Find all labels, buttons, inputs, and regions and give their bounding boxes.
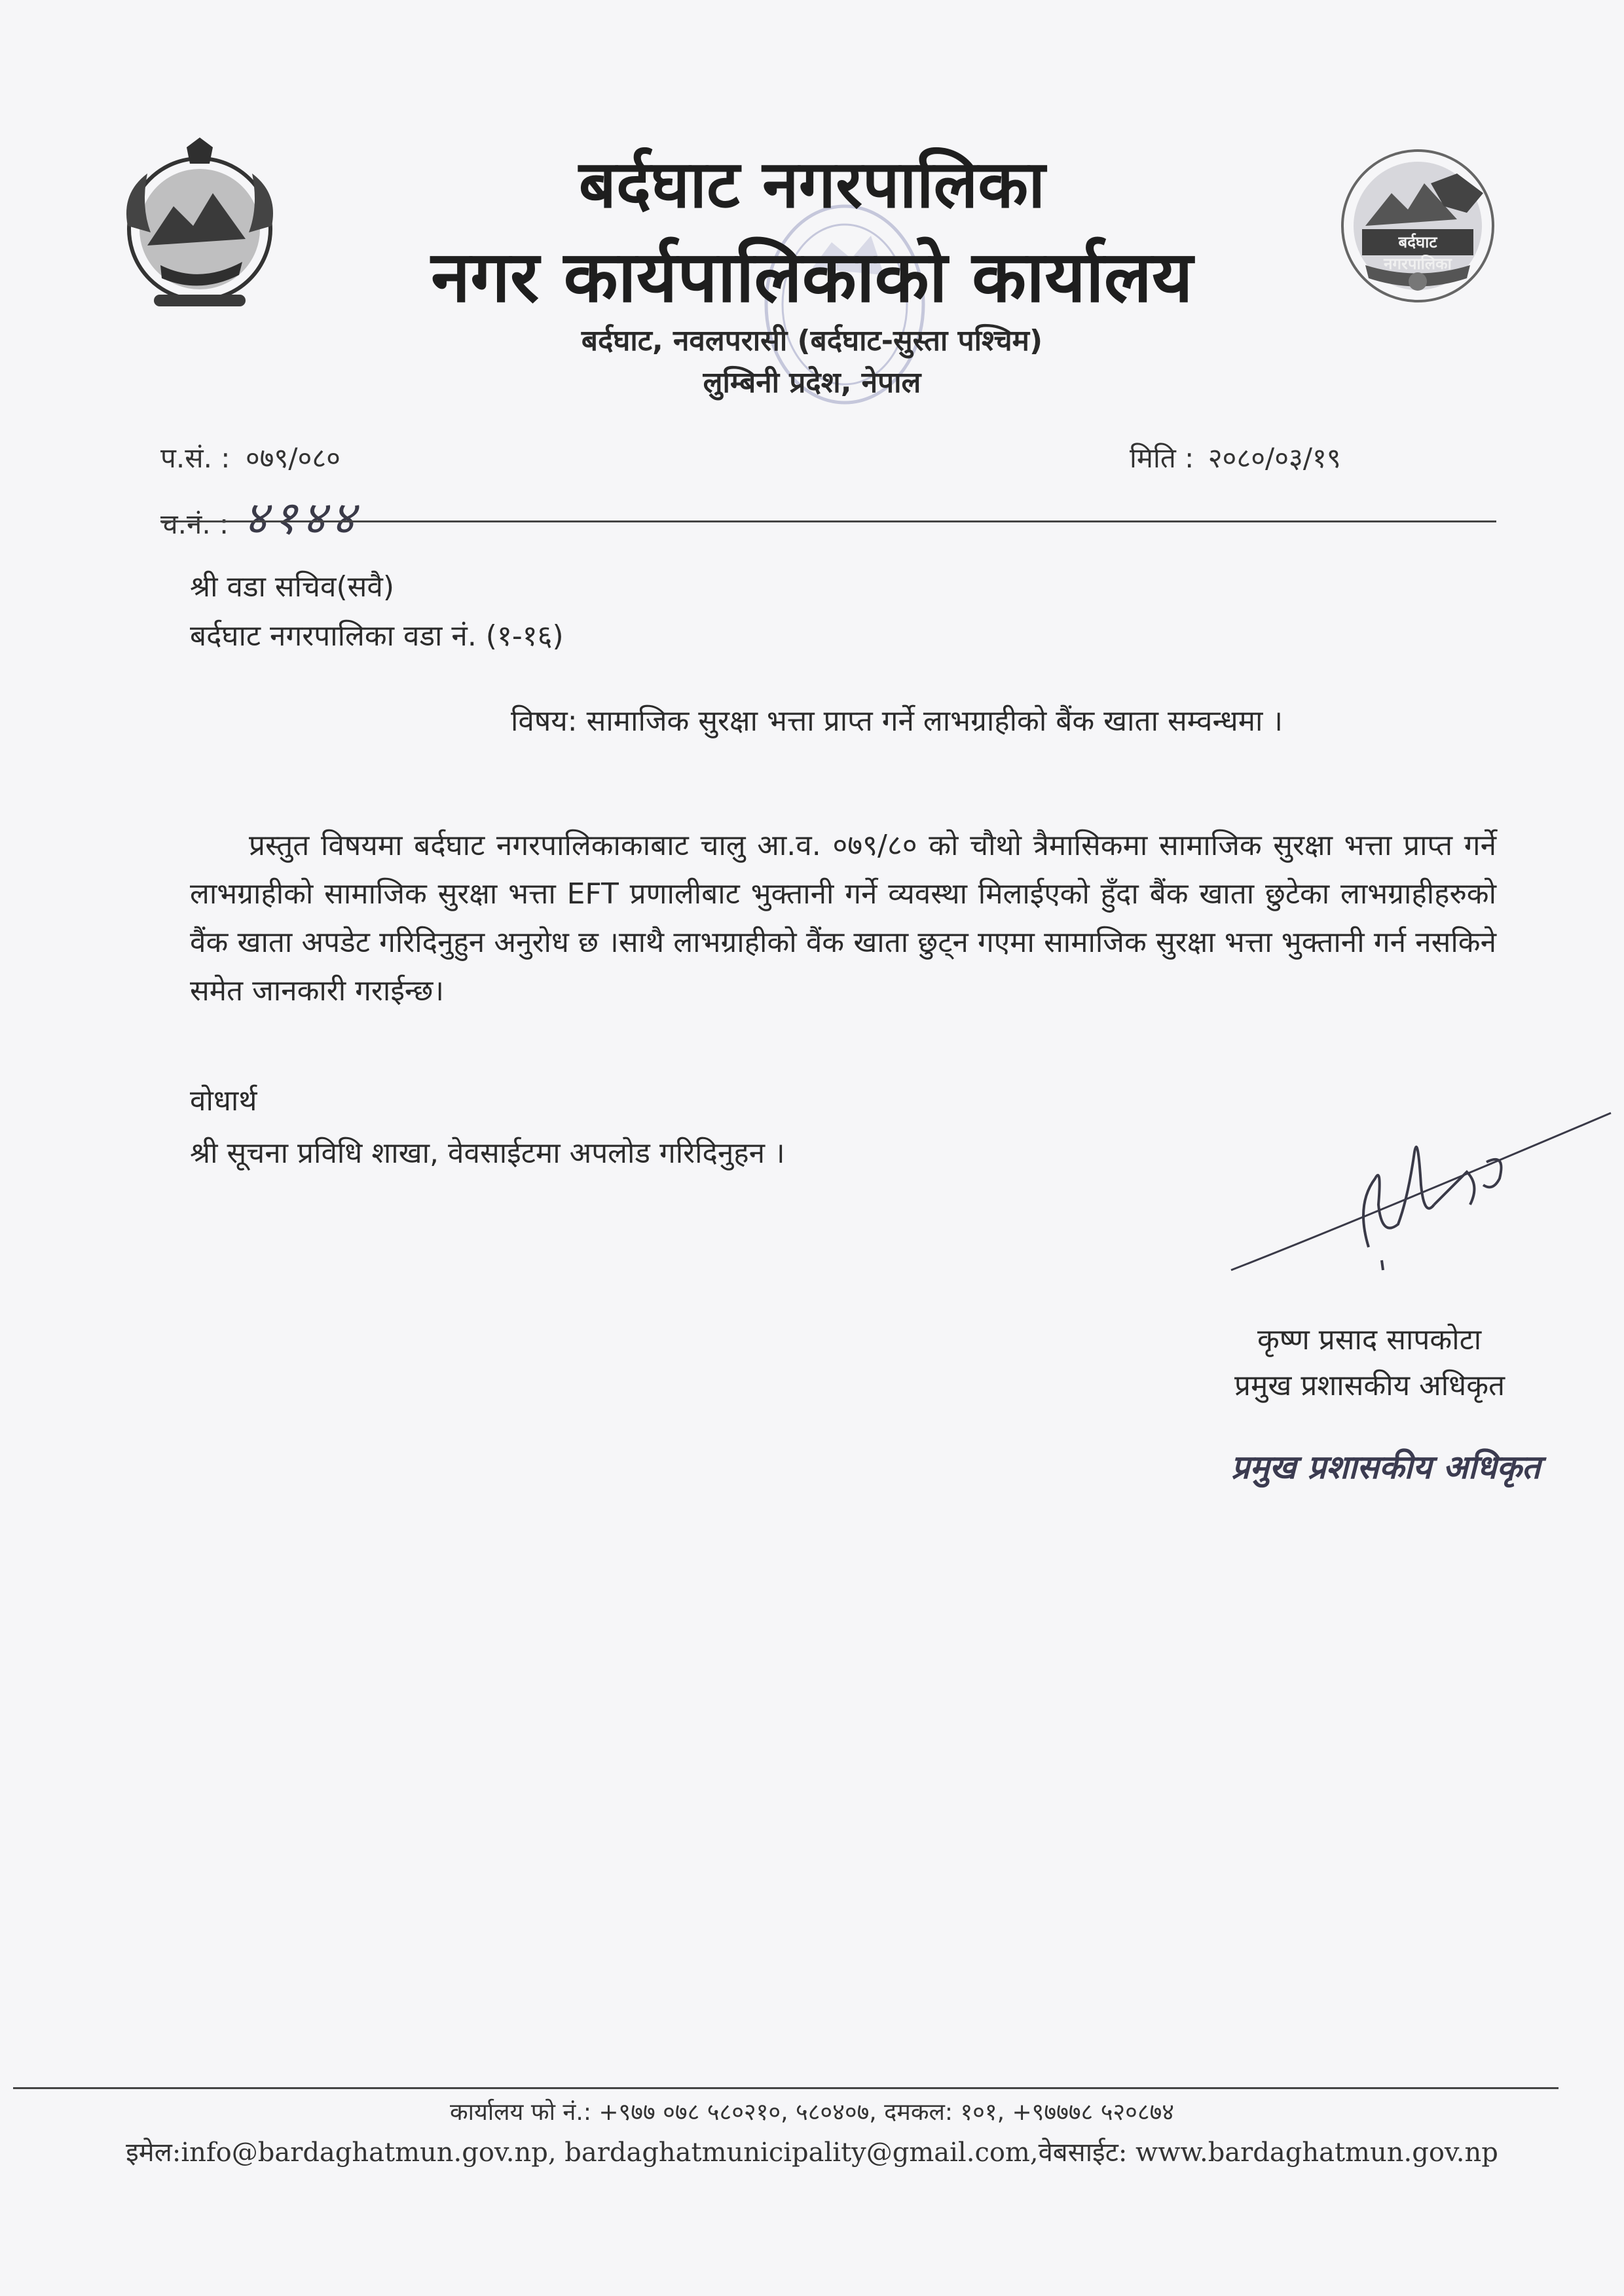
designation-stamp: प्रमुख प्रशासकीय अधिकृत bbox=[1231, 1448, 1541, 1486]
footer-divider bbox=[13, 2087, 1559, 2089]
date-value: २०८०/०३/१९ bbox=[1208, 442, 1341, 474]
recipient-line-2: बर्दघाट नगरपालिका वडा नं. (१-१६) bbox=[190, 619, 564, 653]
subject-line: विषय: सामाजिक सुरक्षा भत्ता प्राप्त गर्ने लाभग्राहीको बैंक खाता सम्वन्धमा । bbox=[511, 704, 1283, 738]
info-line: श्री सूचना प्रविधि शाखा, वेवसाईटमा अपलोड गरिदिनुहन । bbox=[190, 1137, 785, 1170]
date-label: मिति : bbox=[1130, 442, 1194, 474]
ps-value: ०७९/०८० bbox=[245, 442, 341, 474]
address-line-1: बर्दघाट, नवलपरासी (बर्दघाट-सुस्ता पश्चिम) bbox=[581, 324, 1043, 357]
office-name: नगर कार्यपालिकाको कार्यालय bbox=[431, 236, 1193, 318]
cn-value: ४१४४ bbox=[244, 491, 361, 545]
footer-contact: इमेल:info@bardaghatmun.gov.np, bardaghatmunicipality@gmail.com,वेबसाईट: www.bardaghatmun.gov.np bbox=[126, 2138, 1498, 2168]
cn-reference bbox=[160, 484, 360, 547]
date bbox=[1130, 439, 1341, 476]
signature-icon bbox=[1218, 1106, 1624, 1290]
municipality-name: बर्दघाट नगरपालिका bbox=[578, 146, 1046, 223]
logo-caption: बर्दघाट नगरपालिका bbox=[1384, 233, 1452, 273]
ps-reference bbox=[160, 439, 341, 476]
signatory-title: प्रमुख प्रशासकीय अधिकृत bbox=[1234, 1369, 1505, 1402]
info-label: वोधार्थ bbox=[190, 1084, 257, 1118]
cn-label: च.नं. : bbox=[160, 508, 229, 540]
address-line-2: लुम्बिनी प्रदेश, नेपाल bbox=[703, 366, 921, 399]
footer-phone: कार्यालय फो नं.: +९७७ ०७८ ५८०२१०, ५८०४०७, दमकल: १०१, +९७७७८ ५२०८७४ bbox=[449, 2099, 1175, 2126]
signatory-name: कृष्ण प्रसाद सापकोटा bbox=[1257, 1323, 1482, 1357]
ps-label: प.सं. : bbox=[160, 442, 231, 474]
recipient-line-1: श्री वडा सचिव(सवै) bbox=[190, 570, 395, 604]
body-paragraph: प्रस्तुत विषयमा बर्दघाट नगरपालिकाकाबाट चालु आ.व. ०७९/८० को चौथो त्रैमासिकमा सामाजिक सुरक्षा भत्ता प्राप्त गर्ने लाभग्राहीको सामाजिक सुरक्षा भत्ता EFT प्रणालीबाट भुक्तानी गर्ने व्यवस्था मिलाईएको हुँदा बैंक खाता छुटेका लाभग्राहीहरुको वैंक खाता अपडेट गरिदिनुहुन अनुरोध छ ।साथै लाभग्राहीको वैंक खाता छुट्न गएमा सामाजिक सुरक्षा भत्ता भुक्तानी गर्न नसकिने समेत जानकारी गराईन्छ। bbox=[190, 829, 1496, 1008]
header-divider bbox=[160, 520, 1496, 522]
